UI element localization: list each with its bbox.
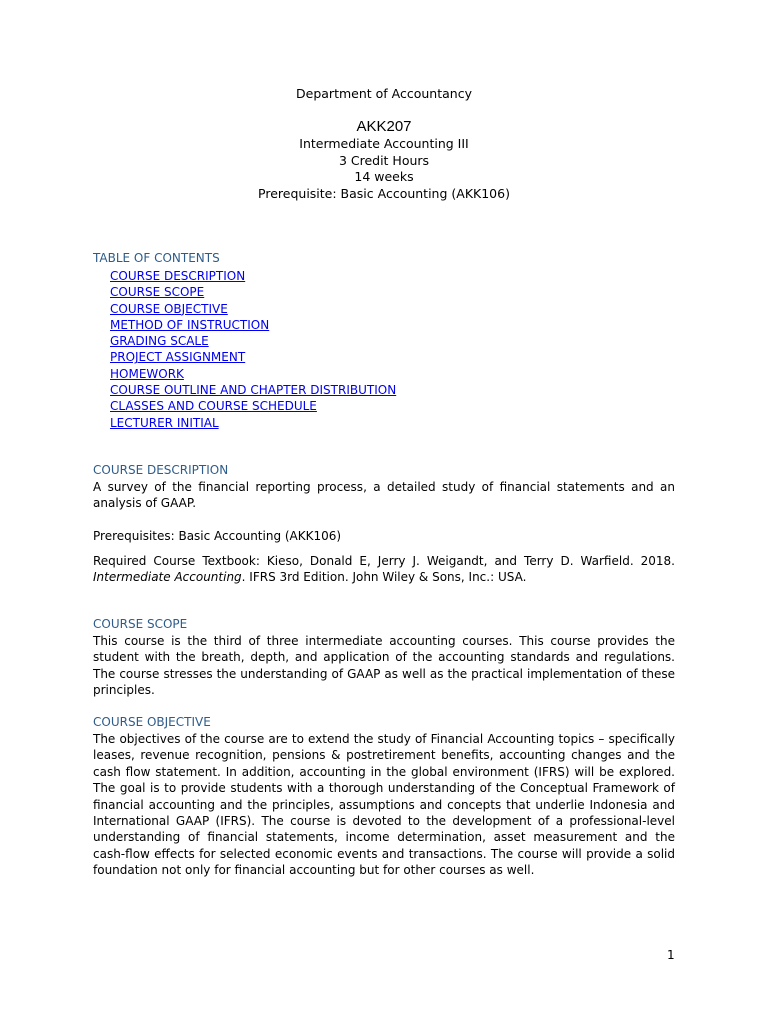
toc-link-grading-scale[interactable]: GRADING SCALE: [110, 334, 209, 349]
toc-link-lecturer-initial[interactable]: LECTURER INITIAL: [110, 415, 219, 430]
course-duration: 14 weeks: [354, 169, 414, 184]
textbook-prefix: Required Course Textbook: Kieso, Donald E, Jerry J. Weigandt, and Terry D. Warfield. 2018.: [93, 554, 675, 568]
toc-link-project-assignment[interactable]: PROJECT ASSIGNMENT: [110, 350, 246, 365]
course-code: AKK207: [356, 118, 412, 135]
department-name: Department of Accountancy: [296, 86, 472, 101]
toc-link-course-objective[interactable]: COURSE OBJECTIVE: [110, 301, 228, 316]
course-objective-heading: COURSE OBJECTIVE: [93, 715, 211, 729]
toc-link-homework[interactable]: HOMEWORK: [110, 366, 184, 381]
credit-hours: 3 Credit Hours: [338, 152, 430, 168]
course-scope-heading: COURSE SCOPE: [93, 617, 188, 631]
page-number: 1: [667, 948, 675, 962]
toc-link-method-of-instruction[interactable]: METHOD OF INSTRUCTION: [110, 317, 270, 332]
document-header: [0, 86, 768, 202]
textbook-text: [93, 553, 675, 586]
textbook-suffix: . IFRS 3rd Edition. John Wiley & Sons, Inc.: USA.: [241, 570, 527, 585]
course-scope-text: This course is the third of three intermediate accounting courses. This course provides the student with the breath, depth, and application of the accounting standards and regulations. The course stresses the understanding of GAAP as well as the practical implementation of these principles.: [93, 634, 675, 698]
course-prerequisite: Prerequisite: Basic Accounting (AKK106): [258, 185, 510, 201]
course-description-heading: COURSE DESCRIPTION: [93, 463, 229, 477]
toc-link-classes-schedule[interactable]: CLASSES AND COURSE SCHEDULE: [110, 399, 317, 414]
course-title: Intermediate Accounting III: [299, 136, 469, 151]
table-of-contents: [110, 268, 396, 431]
toc-heading: TABLE OF CONTENTS: [93, 251, 220, 265]
toc-link-course-scope[interactable]: COURSE SCOPE: [110, 285, 205, 300]
textbook-title: Intermediate Accounting: [93, 570, 242, 585]
prerequisites-text: Prerequisites: Basic Accounting (AKK106): [93, 529, 342, 543]
course-description-text: A survey of the financial reporting process, a detailed study of financial statements and an analysis of GAAP.: [93, 480, 675, 511]
toc-link-course-outline[interactable]: COURSE OUTLINE AND CHAPTER DISTRIBUTION: [110, 383, 397, 398]
toc-link-course-description[interactable]: COURSE DESCRIPTION: [110, 269, 246, 283]
course-objective-text: The objectives of the course are to extend the study of Financial Accounting topics – specifically leases, revenue recognition, pensions & postretirement benefits, accounting changes and the cash flow statement. In addition, accounting in the global environment (IFRS) will be explored. The goal is to provide students with a thorough understanding of the Conceptual Framework of financial accounting and the principles, assumptions and concepts that underlie Indonesia and International GAAP (IFRS). The course is devoted to the development of a professional-level understanding of financial statements, income determination, asset measurement and the cash-flow effects for selected economic events and transactions. The course will provide a solid foundation not only for financial accounting but for other courses as well.: [93, 732, 675, 878]
